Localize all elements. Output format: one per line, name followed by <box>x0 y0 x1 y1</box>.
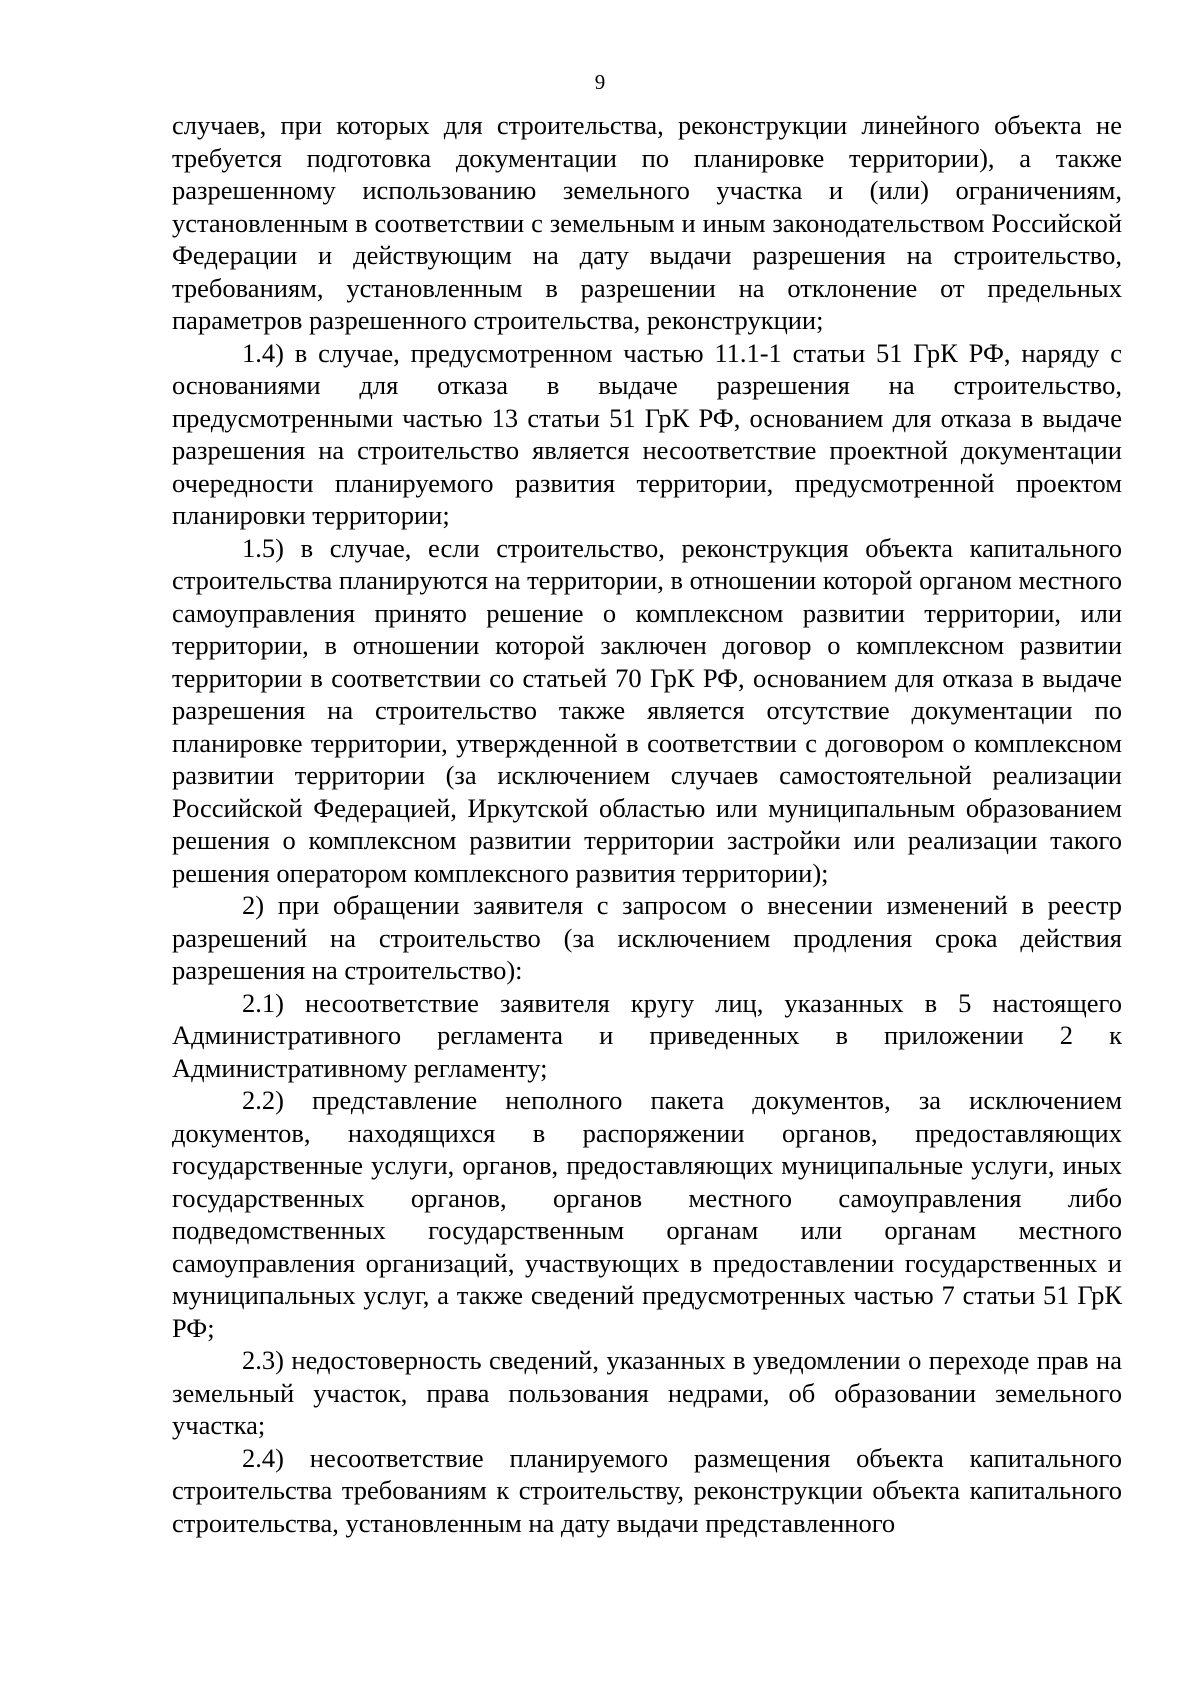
paragraph-item-2-2: 2.2) представление неполного пакета документов, за исключением документов, находящихся в распоряжении органов, предоставляющих государственные услуги, органов, предоставляющих муниципальные услуги, иных государственных органов, органов местного самоуправления либо подведомственных государственным органам или органам местного самоуправления организаций, участвующих в предоставлении государственных и муниципальных услуг, а также сведений предусмотренных частью 7 статьи 51 ГрК РФ; <box>172 1085 1122 1343</box>
paragraph-item-2-4: 2.4) несоответствие планируемого размещения объекта капитального строительства требованиям к строительству, реконструкции объекта капитального строительства, установленным на дату выдачи представленного <box>172 1442 1122 1538</box>
page-number: 9 <box>594 70 606 94</box>
document-body <box>172 109 1122 1539</box>
paragraph-item-1-5: 1.5) в случае, если строительство, реконструкция объекта капитального строительства планируются на территории, в отношении которой органом местного самоуправления принято решение о комплексном развитии территории, или территории, в отношении которой заключен договор о комплексном развитии территории в соответствии со статьей 70 ГрК РФ, основанием для отказа в выдаче разрешения на строительство также является отсутствие документации по планировке территории, утвержденной в соответствии с договором о комплексном развитии территории (за исключением случаев самостоятельной реализации Российской Федерацией, Иркутской областью или муниципальным образованием решения о комплексном развитии территории застройки или реализации такого решения оператором комплексного развития территории); <box>172 532 1122 888</box>
paragraph-item-2-3: 2.3) недостоверность сведений, указанных в уведомлении о переходе прав на земельный участок, права пользования недрами, об образовании земельного участка; <box>172 1345 1122 1440</box>
paragraph-item-2: 2) при обращении заявителя с запросом о внесении изменений в реестр разрешений на строительство (за исключением продления срока действия разрешения на строительство): <box>172 890 1122 985</box>
paragraph-item-1-4: 1.4) в случае, предусмотренном частью 11.1-1 статьи 51 ГрК РФ, наряду с основаниями для отказа в выдаче разрешения на строительство, предусмотренными частью 13 статьи 51 ГрК РФ, основанием для отказа в выдаче разрешения на строительство является несоответствие проектной документации очередности планируемого развития территории, предусмотренной проектом планировки территории; <box>172 337 1122 530</box>
paragraph-item-2-1: 2.1) несоответствие заявителя кругу лиц, указанных в 5 настоящего Административного регламента и приведенных в приложении 2 к Административному регламенту; <box>172 987 1122 1083</box>
paragraph-continuation: случаев, при которых для строительства, реконструкции линейного объекта не требуется подготовка документации по планировке территории), а также разрешенному использованию земельного участка и (или) ограничениям, установленным в соответствии с земельным и иным законодательством Российской Федерации и действующим на дату выдачи разрешения на строительство, требованиям, установленным в разрешении на отклонение от предельных параметров разрешенного строительства, реконструкции; <box>172 110 1122 335</box>
